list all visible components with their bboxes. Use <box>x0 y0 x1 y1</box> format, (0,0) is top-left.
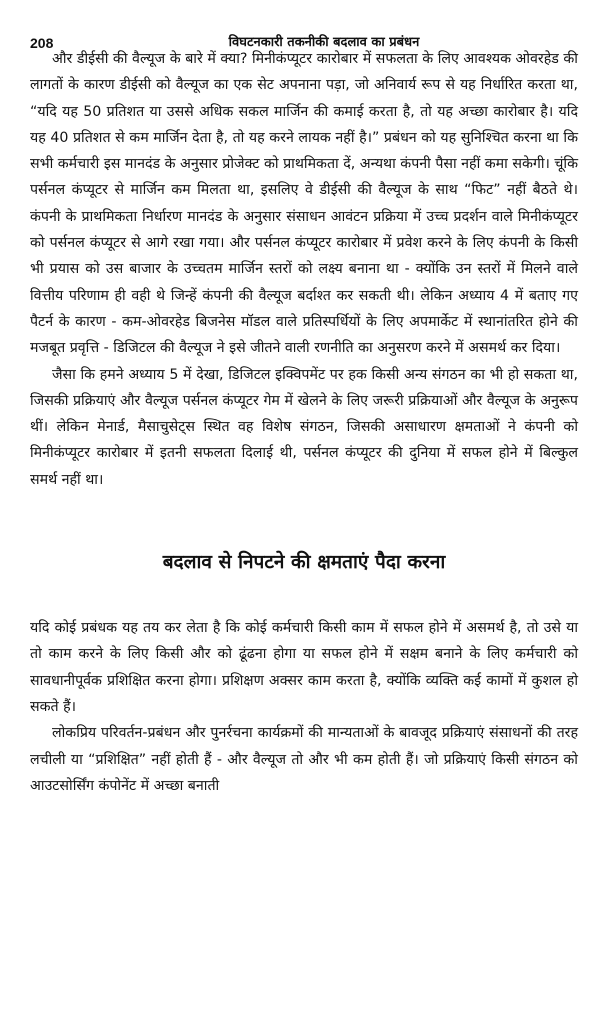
paragraph: यदि कोई प्रबंधक यह तय कर लेता है कि कोई कर्मचारी किसी काम में सफल होने में असमर्थ है, तो उसे या तो काम करने के लिए किसी और को ढूंढना होगा या सफल होने में सक्षम बनाने के लिए कर्मचारी को सावधानीपूर्वक प्रशिक्षित करना होगा। प्रशिक्षण अक्सर काम करता है, क्योंकि व्यक्ति कई कामों में कुशल हो सकते हैं। <box>30 620 578 715</box>
paragraph: लोकप्रिय परिवर्तन-प्रबंधन और पुनर्रचना कार्यक्रमों की मान्यताओं के बावजूद प्रक्रियाएं संसाधनों की तरह लचीली या “प्रशिक्षित” नहीं होती हैं - और वैल्यूज तो और भी कम होती हैं। जो प्रक्रियाएं किसी संगठन को आउटसोर्सिंग कंपोनेंट में अच्छा बनाती <box>30 725 578 794</box>
section-heading: बदलाव से निपटने की क्षमताएं पैदा करना <box>162 551 446 574</box>
page-header <box>30 6 578 51</box>
section-values-text <box>30 46 578 493</box>
paragraph: और डीईसी की वैल्यूज के बारे में क्या? मिनीकंप्यूटर कारोबार में सफलता के लिए आवश्यक ओवरहेड की लागतों के कारण डीईसी को वैल्यूज का एक सेट अपनाना पड़ा, जो अनिवार्य रूप से यह निर्धारित करता था, “यदि यह 50 प्रतिशत या उससे अधिक सकल मार्जिन की कमाई करता है, तो यह अच्छा कारोबार है। यदि यह 40 प्रतिशत से कम मार्जिन देता है, तो यह करने लायक नहीं है।” प्रबंधन को यह सुनिश्चित करना था कि सभी कर्मचारी इस मानदंड के अनुसार प्रोजेक्ट को प्राथमिकता दें, अन्यथा कंपनी पैसा नहीं कमा सकेगी। चूंकि पर्सनल कंप्यूटर से मार्जिन कम मिलता था, इसलिए वे डीईसी की वैल्यूज के साथ “फिट” नहीं बैठते थे। कंपनी के प्राथमिकता निर्धारण मानदंड के अनुसार संसाधन आवंटन प्रक्रिया में उच्च प्रदर्शन वाले मिनीकंप्यूटर को पर्सनल कंप्यूटर से आगे रखा गया। और पर्सनल कंप्यूटर कारोबार में प्रवेश करने के लिए कंपनी के किसी भी प्रयास को उस बाजार के उच्चतम मार्जिन स्तरों को लक्ष्य बनाना था - क्योंकि उन स्तरों में मिलने वाले वित्तीय परिणाम ही वही थे जिन्हें कंपनी की वैल्यूज बर्दाश्त कर सकती थी। लेकिन अध्याय 4 में बताए गए पैटर्न के कारण - कम-ओवरहेड बिजनेस मॉडल वाले प्रतिस्पर्धियों के लिए अपमार्केट में स्थानांतरित होने की मजबूत प्रवृत्ति - डिजिटल की वैल्यूज ने इसे जीतने वाली रणनीति का अनुसरण करने में असमर्थ कर दिया। <box>30 51 578 357</box>
running-head: विघटनकारी तकनीकी बदलाव का प्रबंधन <box>228 35 420 50</box>
page-number: 208 <box>30 35 54 51</box>
section-capabilities-text <box>30 615 578 799</box>
paragraph: जैसा कि हमने अध्याय 5 में देखा, डिजिटल इक्विपमेंट पर हक किसी अन्य संगठन का भी हो सकता था, जिसकी प्रक्रियाएं और वैल्यूज पर्सनल कंप्यूटर गेम में खेलने के लिए जरूरी प्रक्रियाओं और वैल्यूज के अनुरूप थीं। लेकिन मेनार्ड, मैसाचुसेट्स स्थित वह विशेष संगठन, जिसकी असाधारण क्षमताओं ने कंपनी को मिनीकंप्यूटर कारोबार में इतनी सफलता दिलाई थी, पर्सनल कंप्यूटर की दुनिया में सफल होने में बिल्कुल समर्थ नहीं था। <box>30 366 578 488</box>
